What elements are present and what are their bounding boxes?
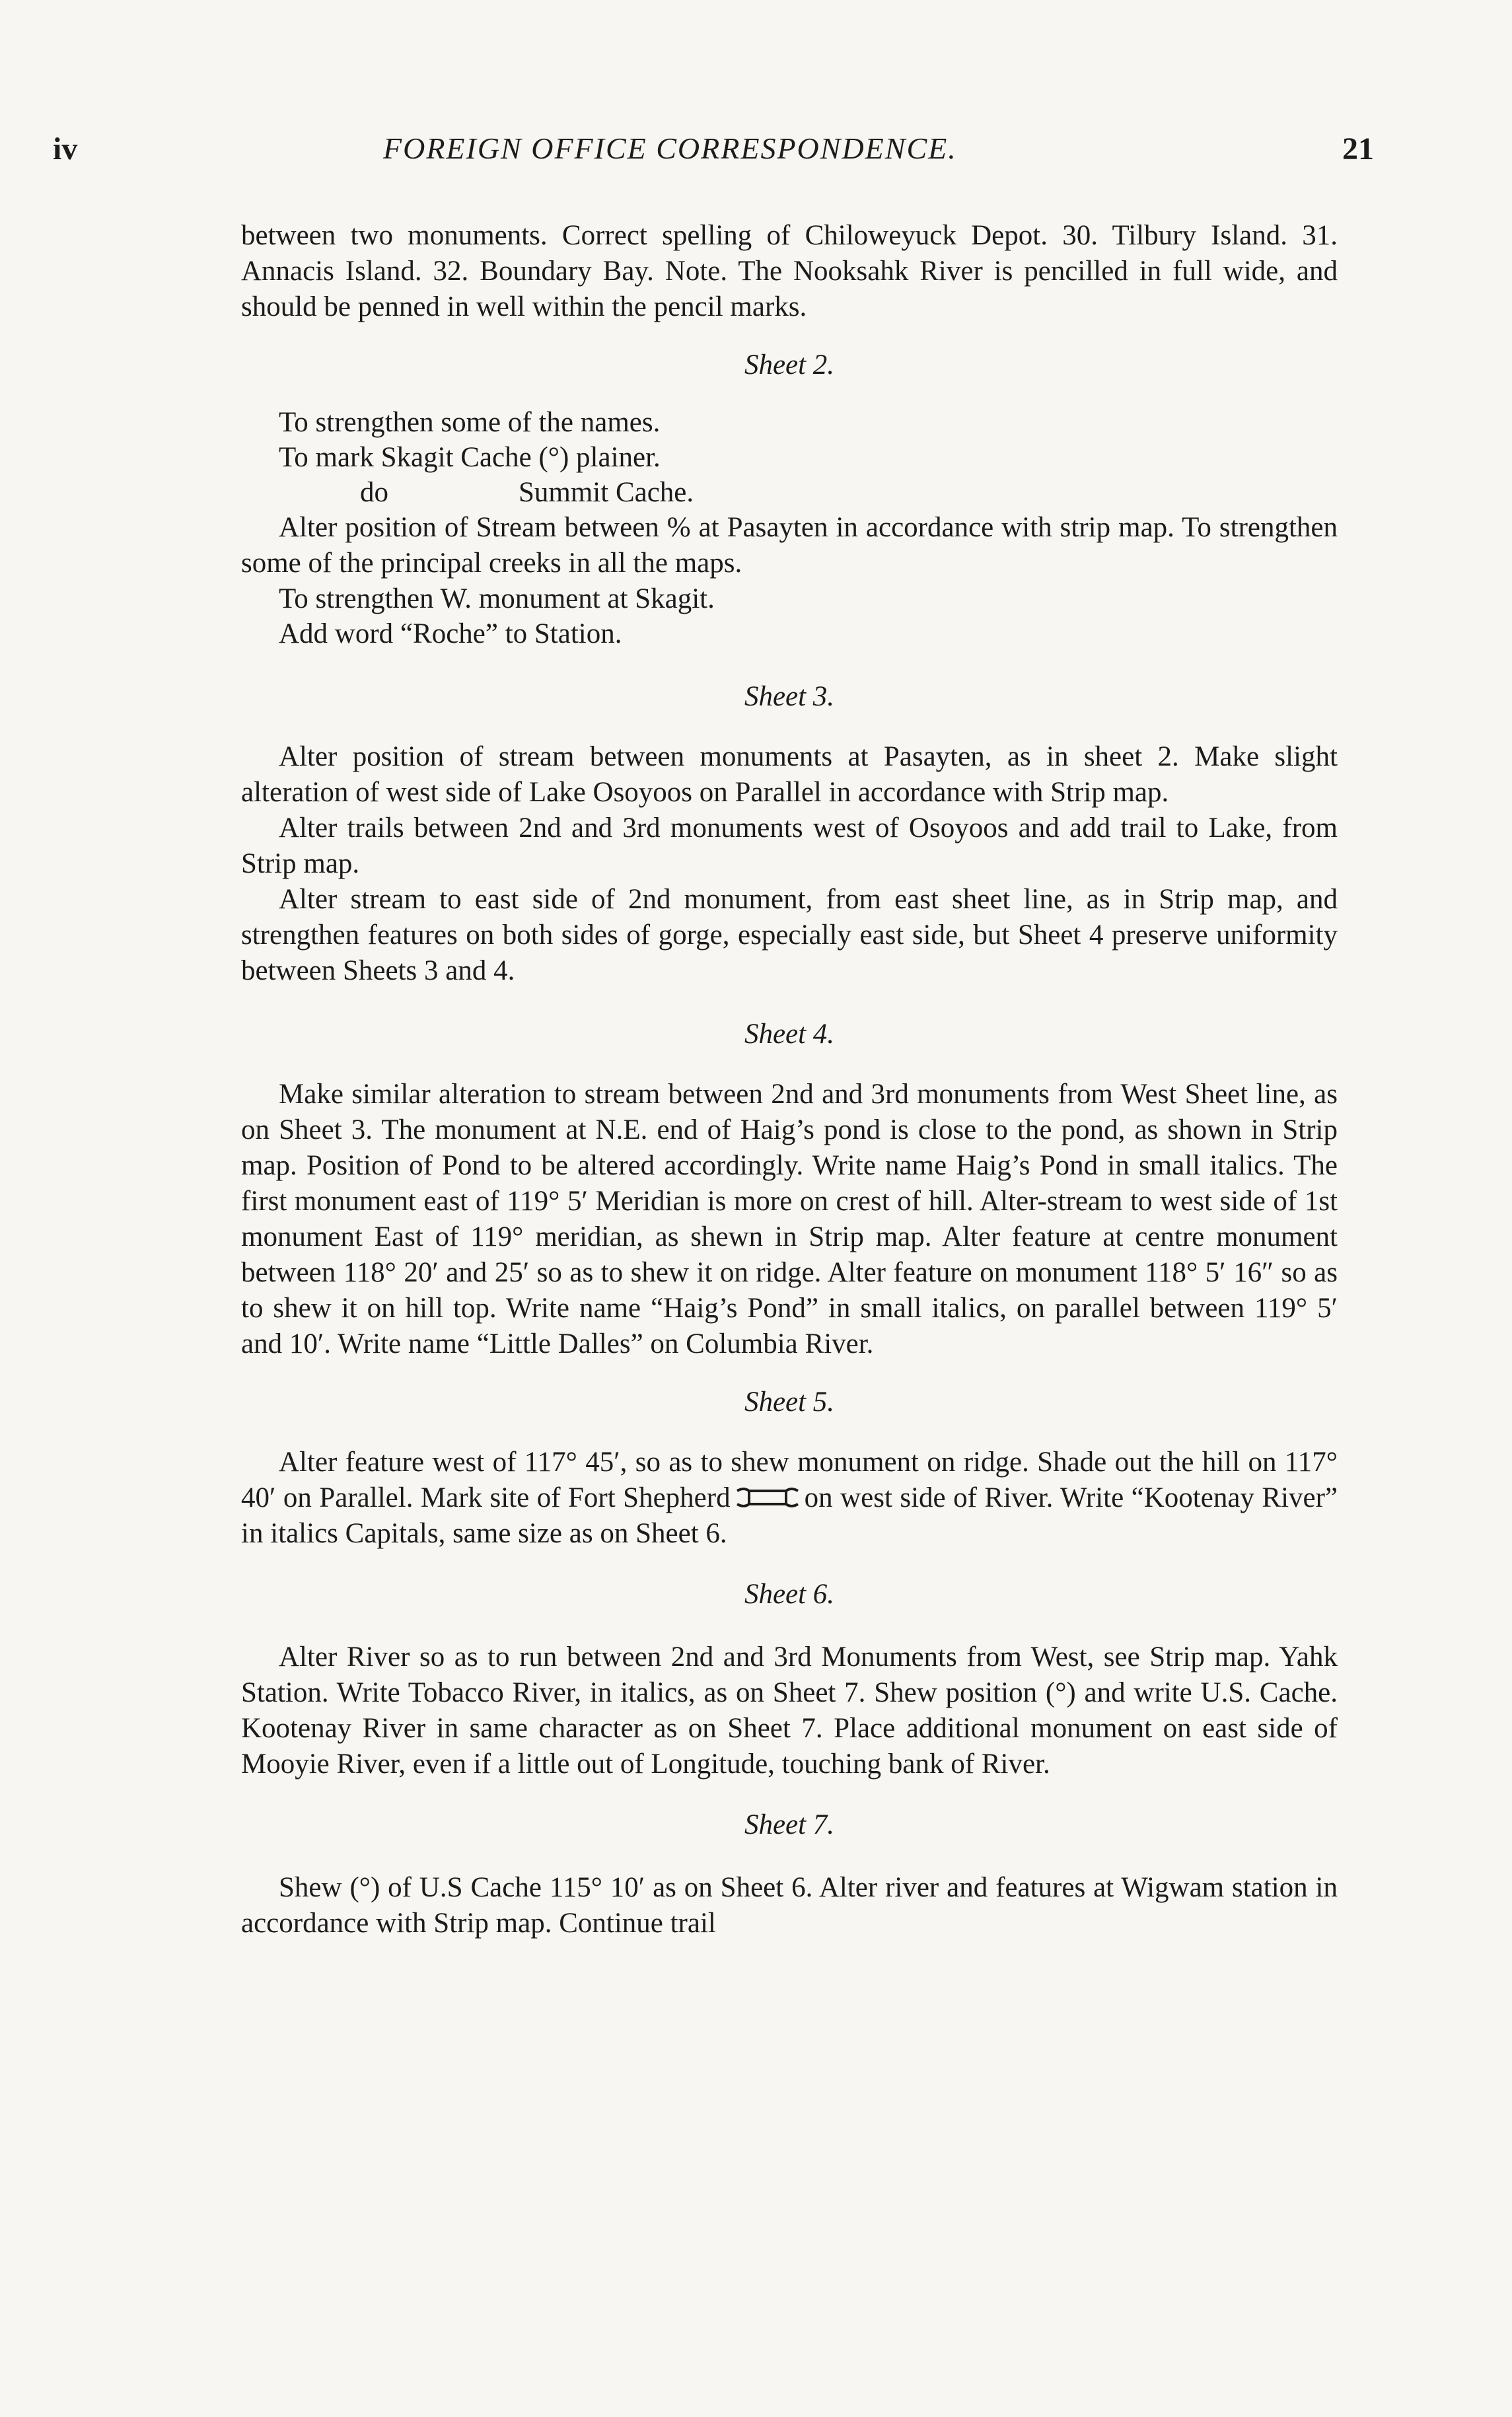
sheet-5-paragraph <box>241 1445 1338 1552</box>
sheet-7-heading: Sheet 7. <box>744 1809 835 1840</box>
sheet-5-heading: Sheet 5. <box>744 1387 835 1418</box>
sheet-5-text-before: Alter feature west of 117° 45′, so as to shew monument on ridge. Shade out the hill on 117° 40′ on Parallel. Mark site of Fort Shepherd <box>241 1447 1338 1513</box>
sheet-2-line-3-rest: Summit Cache. <box>519 477 694 508</box>
sheet-2-line-5: To strengthen W. monument at Skagit. <box>279 583 715 614</box>
fort-symbol-icon <box>735 1484 801 1511</box>
running-title: FOREIGN OFFICE CORRESPONDENCE. <box>383 131 957 165</box>
sheet-2-heading: Sheet 2. <box>744 349 835 380</box>
right-page-number: 21 <box>1342 131 1374 166</box>
sheet-6-paragraph: Alter River so as to run between 2nd and 3rd Monuments from West, see Strip map. Yahk Station. Write Tobacco River, in italics, as on Sheet 7. Shew position (°) and write U.S. Cache. Kootenay River in same character as on Sheet 7. Place additional monument on east side of Mooyie River, even if a little out of Longitude, touching bank of River. <box>241 1641 1338 1780</box>
sheet-3-paragraph-1: Alter position of stream between monuments at Pasayten, as in sheet 2. Make slight alteration of west side of Lake Osoyoos on Parallel in accordance with Strip map. <box>241 741 1338 808</box>
ditto-word: do <box>360 477 388 508</box>
intro-paragraph: between two monuments. Correct spelling of Chiloweyuck Depot. 30. Tilbury Island. 31. Annacis Island. 32. Boundary Bay. Note. The Nooksahk River is pencilled in full wide, and should be penned in well within the pencil marks. <box>241 220 1338 322</box>
sheet-3-paragraph-2: Alter trails between 2nd and 3rd monuments west of Osoyoos and add trail to Lake, from Strip map. <box>241 812 1338 879</box>
sheet-3-heading: Sheet 3. <box>744 681 835 712</box>
sheet-3-paragraph-3: Alter stream to east side of 2nd monument, from east sheet line, as in Strip map, and strengthen features on both sides of gorge, especially east side, but Sheet 4 preserve uniformity between Sheets 3 and 4. <box>241 884 1338 986</box>
sheet-4-heading: Sheet 4. <box>744 1019 835 1050</box>
left-page-number: iv <box>53 131 78 166</box>
sheet-2-paragraph: Alter position of Stream between % at Pasayten in accordance with strip map. To strengthen some of the principal creeks in all the maps. <box>241 512 1338 579</box>
sheet-2-line-1: To strengthen some of the names. <box>279 407 661 438</box>
sheet-2-line-6: Add word “Roche” to Station. <box>279 618 622 649</box>
page-header <box>53 131 1374 177</box>
sheet-2-line-2: To mark Skagit Cache (°) plainer. <box>279 442 661 473</box>
sheet-5-text-after: on west side of River. Write “Kootenay River” in italics Capitals, same size as on Sheet 6. <box>241 1482 1338 1549</box>
sheet-2-line-3 <box>241 475 1338 510</box>
sheet-6-heading: Sheet 6. <box>744 1579 835 1610</box>
sheet-4-paragraph: Make similar alteration to stream between 2nd and 3rd monuments from West Sheet line, as on Sheet 3. The monument at N.E. end of Haig’s pond is close to the pond, as shown in Strip map. Position of Pond to be altered accordingly. Write name Haig’s Pond in small italics. The first monument east of 119° 5′ Meridian is more on crest of hill. Alter-stream to west side of 1st monument East of 119° meridian, as shewn in Strip map. Alter feature at centre monument between 118° 20′ and 25′ so as to shew it on ridge. Alter feature on monument 118° 5′ 16″ so as to shew it on hill top. Write name “Haig’s Pond” in small italics, on parallel between 119° 5′ and 10′. Write name “Little Dalles” on Columbia River. <box>241 1079 1338 1359</box>
sheet-7-paragraph: Shew (°) of U.S Cache 115° 10′ as on Sheet 6. Alter river and features at Wigwam station in accordance with Strip map. Continue trail <box>241 1872 1338 1939</box>
page-body <box>241 218 1338 1941</box>
